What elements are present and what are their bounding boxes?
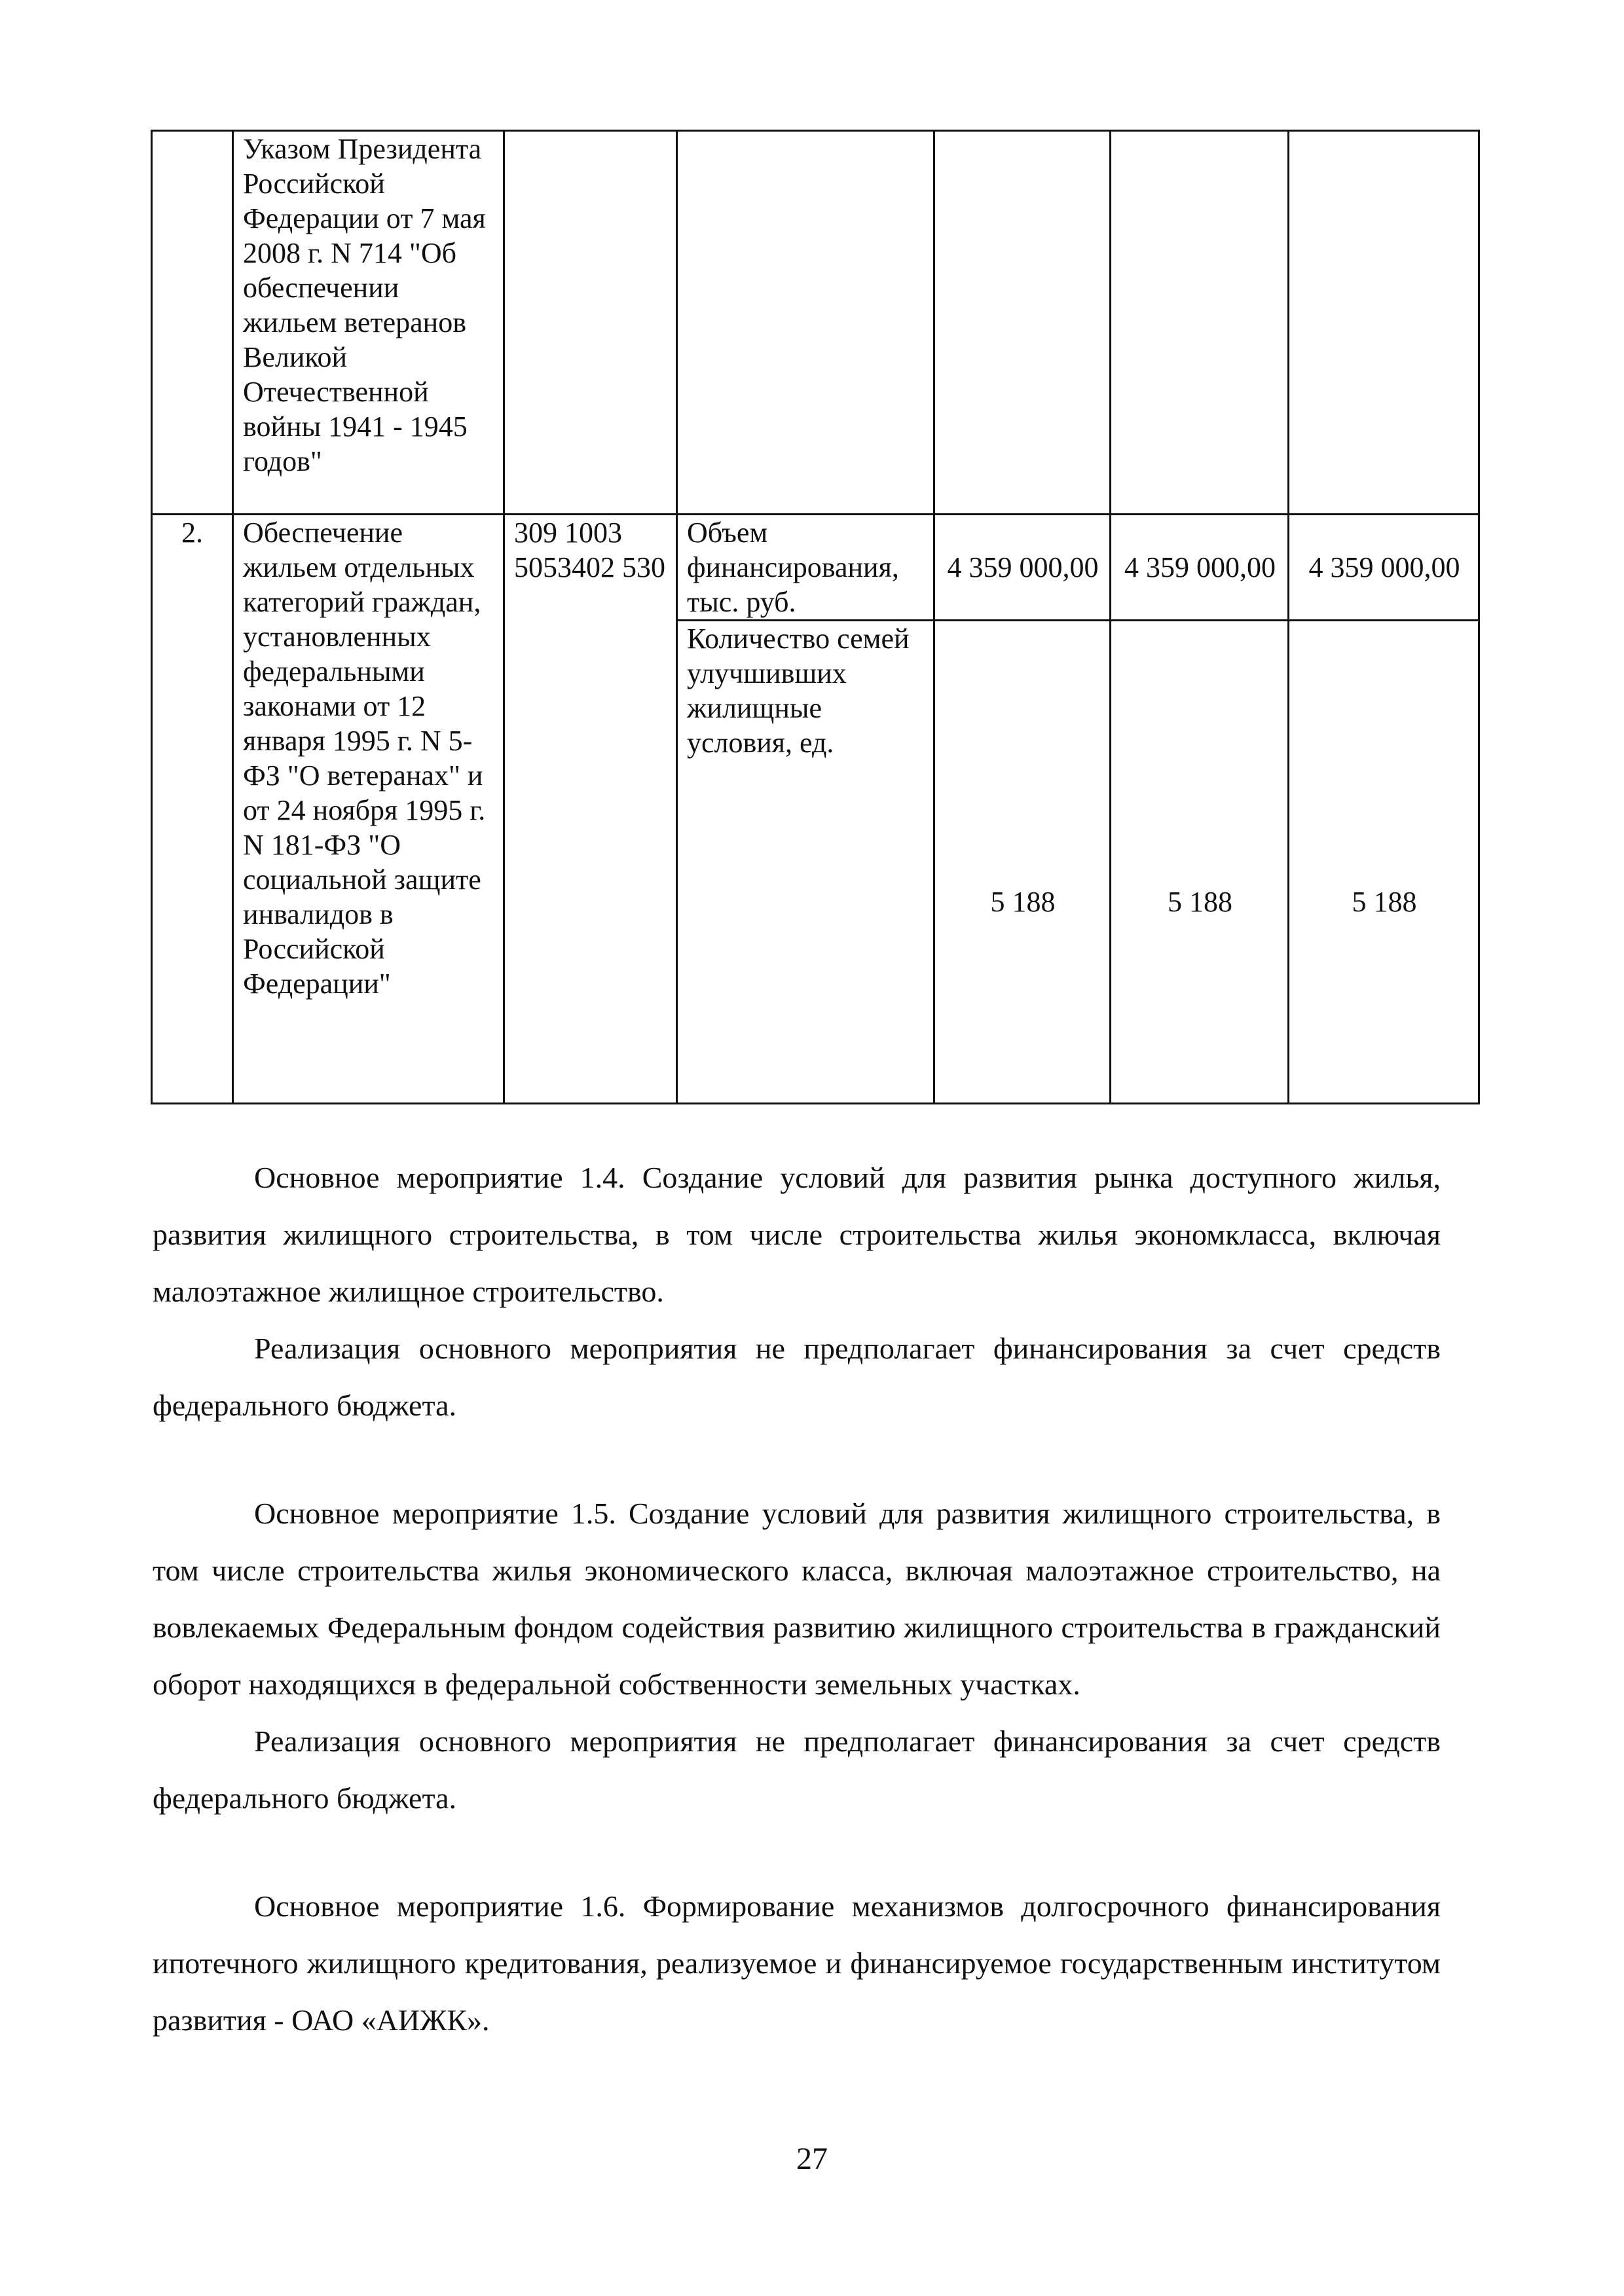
families-value-cell: 5 188: [1111, 621, 1289, 1104]
paragraph: Реализация основного мероприятия не предполагает финансирования за счет средств федерального бюджета.: [153, 1332, 1441, 1422]
description-cell: Обеспечение жильем отдельных категорий граждан, установленных федеральными законами от 12 января 1995 г. N 5-ФЗ "О ветеранах" и от 24 ноября 1995 г. N 181-ФЗ "О социальной защите инвалидов в Российской Федерации": [233, 515, 504, 1104]
paragraph: Основное мероприятие 1.5. Создание условий для развития жилищного строительства, в том числе строительства жилья экономического класса, включая малоэтажное строительство, на вовлекаемых Федеральным фондом содействия развитию жилищного строительства в гражданский оборот находящихся в федеральной собственности земельных участках.: [153, 1497, 1441, 1701]
value-cell: [1289, 131, 1479, 515]
financing-value-cell: 4 359 000,00: [934, 515, 1111, 621]
financing-value-cell: 4 359 000,00: [1111, 515, 1289, 621]
families-value-cell: 5 188: [934, 621, 1111, 1104]
description-cell: Указом Президента Российской Федерации от 7 мая 2008 г. N 714 "Об обеспечении жильем ветеранов Великой Отечественной войны 1941 - 1945 годов": [233, 131, 504, 515]
table-row: [152, 515, 1479, 621]
code-cell: [504, 131, 677, 515]
page-number: 27: [796, 2141, 828, 2176]
indicator-cell: [677, 131, 934, 515]
indicator-cell: Количество семей улучшивших жилищные условия, ед.: [677, 621, 934, 1104]
paragraph: Реализация основного мероприятия не предполагает финансирования за счет средств федерального бюджета.: [153, 1724, 1441, 1815]
code-cell: 309 1003 5053402 530: [504, 515, 677, 1104]
row-index-cell: 2.: [152, 515, 233, 1104]
table-row: [152, 131, 1479, 515]
program-table: [151, 130, 1480, 1104]
value-cell: [934, 131, 1111, 515]
indicator-cell: Объем финансирования, тыс. руб.: [677, 515, 934, 621]
row-index-cell: [152, 131, 233, 515]
families-value-cell: 5 188: [1289, 621, 1479, 1104]
value-cell: [1111, 131, 1289, 515]
paragraph: Основное мероприятие 1.6. Формирование механизмов долгосрочного финансирования ипотечного жилищного кредитования, реализуемое и финансируемое государственным институтом развития - ОАО «АИЖК».: [153, 1889, 1441, 2037]
financing-value-cell: 4 359 000,00: [1289, 515, 1479, 621]
body-text: [153, 1149, 1441, 2049]
paragraph: Основное мероприятие 1.4. Создание условий для развития рынка доступного жилья, развития жилищного строительства, в том числе строительства жилья экономкласса, включая малоэтажное жилищное строительство.: [153, 1161, 1441, 1308]
